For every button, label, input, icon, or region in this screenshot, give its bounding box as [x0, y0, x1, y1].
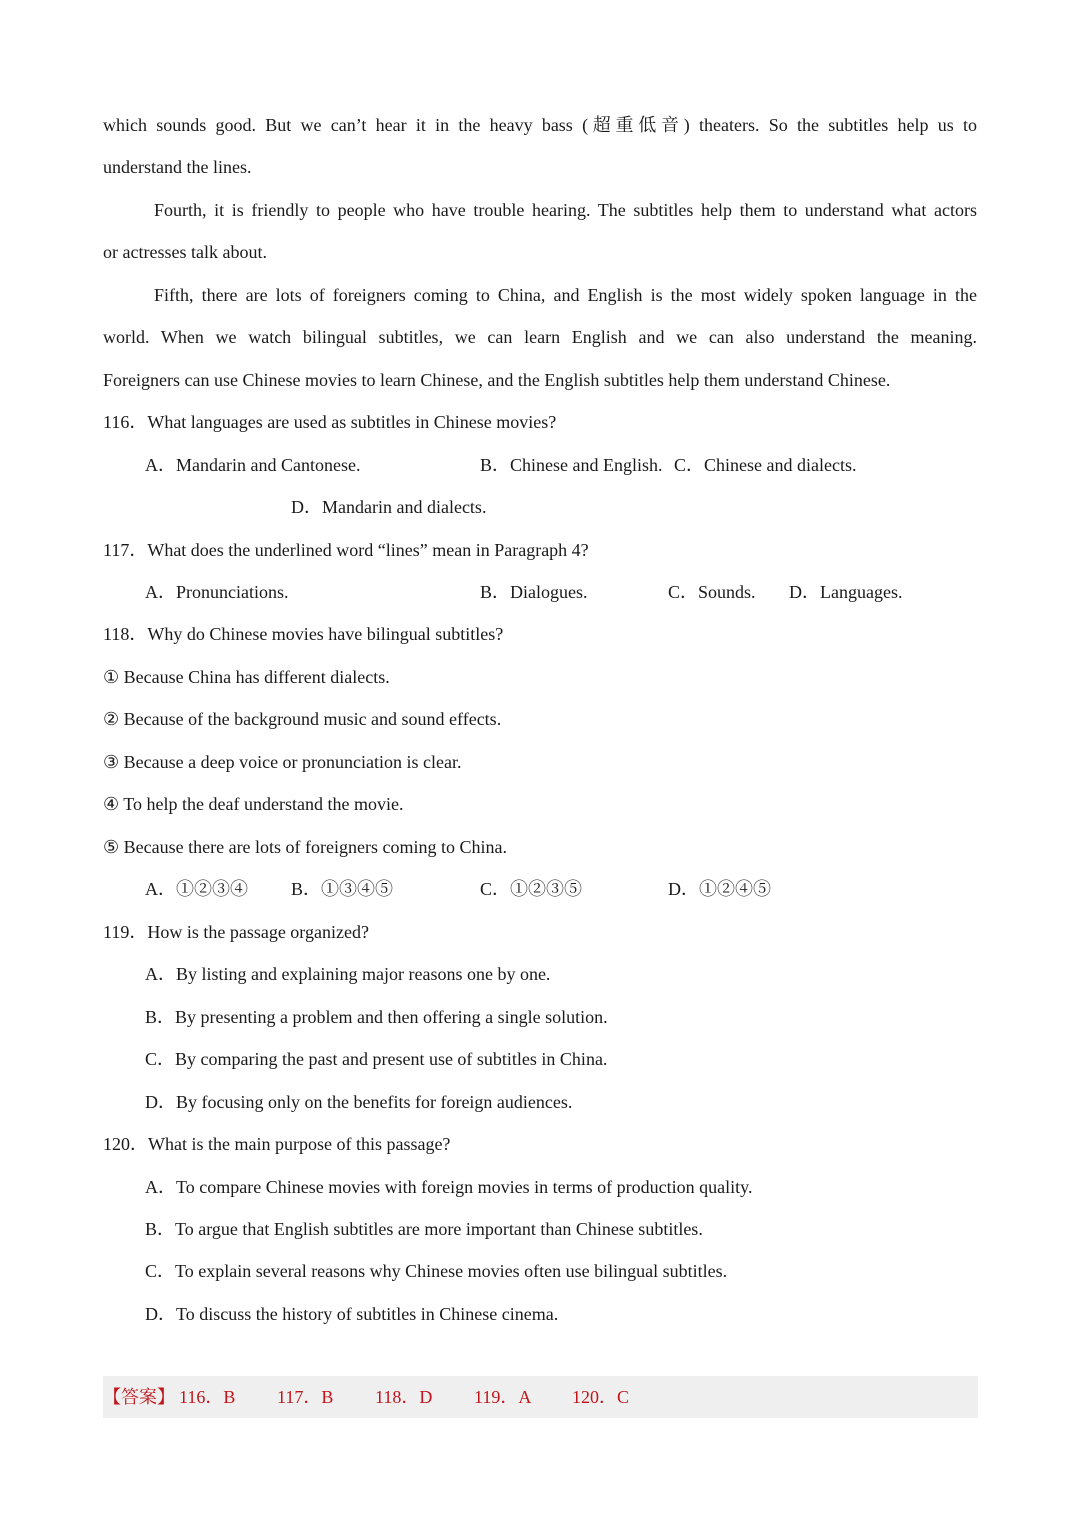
question-118-option-d: D．①②④⑤ [668, 879, 771, 899]
passage-p3-line3: Foreigners can use Chinese movies to learn Chinese, and the English subtitles help them understand Chinese. [103, 370, 891, 390]
question-119-option-b: B．By presenting a problem and then offering a single solution. [145, 1007, 608, 1027]
question-117-option-a: A．Pronunciations. [145, 582, 289, 602]
question-118-option-c: C．①②③⑤ [480, 879, 583, 899]
answer-117: 117．B [277, 1387, 334, 1407]
question-120-option-a: A．To compare Chinese movies with foreign movies in terms of production quality. [145, 1177, 753, 1197]
question-116-stem: 116．What languages are used as subtitles in Chinese movies? [103, 412, 557, 432]
question-118-statement-3: ③ Because a deep voice or pronunciation is clear. [103, 752, 462, 772]
passage-p1-line1: which sounds good. But we can’t hear it in the heavy bass (超重低音) theaters. So the subtitles help us to [103, 115, 977, 135]
question-117-option-b: B．Dialogues. [480, 582, 588, 602]
passage-p2-line2: or actresses talk about. [103, 242, 267, 262]
passage-p2-line1: Fourth, it is friendly to people who have trouble hearing. The subtitles help them to understand what actors [154, 200, 977, 220]
answer-116: 116．B [179, 1387, 236, 1407]
passage-p3-line2: world. When we watch bilingual subtitles, we can learn English and we can also understand the meaning. [103, 327, 977, 347]
passage-p1-line2: understand the lines. [103, 157, 252, 177]
question-120-option-b: B．To argue that English subtitles are more important than Chinese subtitles. [145, 1219, 703, 1239]
question-118-option-b: B．①③④⑤ [291, 879, 394, 899]
answer-key-label: 【答案】 [103, 1387, 175, 1407]
question-119-stem: 119．How is the passage organized? [103, 922, 369, 942]
question-118-statement-1: ① Because China has different dialects. [103, 667, 390, 687]
question-118-statement-4: ④ To help the deaf understand the movie. [103, 794, 404, 814]
question-120-stem: 120．What is the main purpose of this passage? [103, 1134, 451, 1154]
question-118-option-a: A．①②③④ [145, 879, 248, 899]
question-119-option-d: D．By focusing only on the benefits for foreign audiences. [145, 1092, 573, 1112]
answer-118: 118．D [375, 1387, 433, 1407]
question-118-statement-5: ⑤ Because there are lots of foreigners coming to China. [103, 837, 508, 857]
question-119-option-c: C．By comparing the past and present use of subtitles in China. [145, 1049, 608, 1069]
question-118-statement-2: ② Because of the background music and sound effects. [103, 709, 502, 729]
answer-key-bar [103, 1376, 978, 1418]
question-118-stem: 118．Why do Chinese movies have bilingual subtitles? [103, 624, 504, 644]
passage-p3-line1: Fifth, there are lots of foreigners coming to China, and English is the most widely spoken language in the [154, 285, 977, 305]
question-116-option-a: A．Mandarin and Cantonese. [145, 455, 361, 475]
answer-119: 119．A [474, 1387, 532, 1407]
question-117-option-c: C．Sounds. [668, 582, 756, 602]
question-117-stem: 117．What does the underlined word “lines” mean in Paragraph 4? [103, 540, 589, 560]
question-116-option-b: B．Chinese and English. [480, 455, 663, 475]
question-120-option-d: D．To discuss the history of subtitles in Chinese cinema. [145, 1304, 559, 1324]
question-116-option-d: D．Mandarin and dialects. [291, 497, 487, 517]
answer-120: 120．C [572, 1387, 630, 1407]
question-116-option-c: C．Chinese and dialects. [674, 455, 857, 475]
question-120-option-c: C．To explain several reasons why Chinese movies often use bilingual subtitles. [145, 1261, 728, 1281]
question-119-option-a: A．By listing and explaining major reasons one by one. [145, 964, 551, 984]
question-117-option-d: D．Languages. [789, 582, 903, 602]
